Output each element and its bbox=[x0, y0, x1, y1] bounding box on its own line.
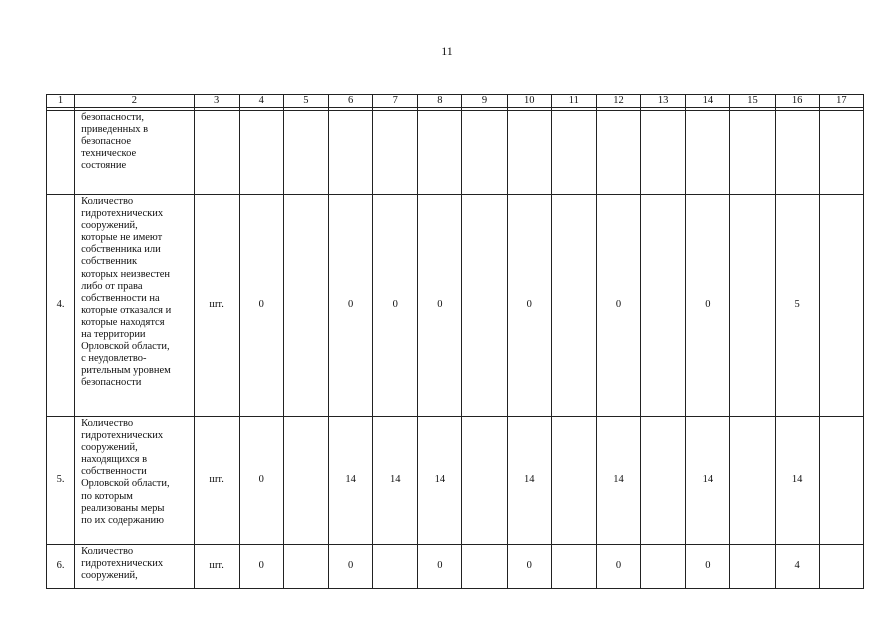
description-line: безопасное bbox=[81, 136, 132, 148]
value-cell: 14 bbox=[373, 417, 418, 545]
value-cell bbox=[373, 111, 418, 195]
description-line: по которым bbox=[81, 490, 133, 502]
value-cell: 0 bbox=[239, 417, 283, 545]
table-body bbox=[47, 111, 864, 589]
description-line: состояние bbox=[81, 160, 127, 172]
description-line: собственности bbox=[81, 466, 147, 478]
value-cell: 0 bbox=[418, 545, 462, 589]
description-line: собственник bbox=[81, 256, 138, 268]
column-number: 9 bbox=[462, 95, 507, 108]
value-cell bbox=[551, 417, 596, 545]
description-line: которые не имеют bbox=[81, 232, 163, 244]
unit-cell: шт. bbox=[194, 195, 239, 417]
description-line: сооружений, bbox=[81, 442, 138, 454]
value-cell bbox=[239, 111, 283, 195]
unit-cell: шт. bbox=[194, 545, 239, 589]
value-cell bbox=[819, 545, 863, 589]
value-cell: 0 bbox=[418, 195, 462, 417]
value-cell bbox=[730, 195, 775, 417]
description-line: безопасности, bbox=[81, 112, 144, 123]
description-line: собственника или bbox=[81, 244, 161, 256]
value-cell bbox=[641, 195, 686, 417]
description-line: сооружений, bbox=[81, 570, 138, 582]
value-cell: 14 bbox=[329, 417, 373, 545]
value-cell: 0 bbox=[239, 195, 283, 417]
description-line: Количество bbox=[81, 196, 134, 207]
value-cell: 0 bbox=[596, 195, 640, 417]
description-line: Орловской области, bbox=[81, 341, 170, 353]
description-line: техническое bbox=[81, 148, 137, 160]
value-cell bbox=[730, 545, 775, 589]
description-line: находящихся в bbox=[81, 454, 148, 466]
value-cell bbox=[730, 417, 775, 545]
value-cell bbox=[462, 545, 507, 589]
column-number: 12 bbox=[596, 95, 640, 108]
value-cell bbox=[283, 111, 328, 195]
value-cell bbox=[819, 111, 863, 195]
value-cell bbox=[551, 545, 596, 589]
value-cell bbox=[462, 111, 507, 195]
value-cell: 14 bbox=[418, 417, 462, 545]
value-cell bbox=[329, 111, 373, 195]
description-line: либо от права bbox=[81, 280, 143, 292]
description-line: гидротехнических bbox=[81, 208, 164, 220]
value-cell: 0 bbox=[507, 195, 551, 417]
row-number bbox=[47, 111, 75, 195]
value-cell bbox=[596, 111, 640, 195]
value-cell bbox=[775, 111, 819, 195]
column-number: 3 bbox=[194, 95, 239, 108]
value-cell bbox=[641, 111, 686, 195]
description-line: которые отказался и bbox=[81, 304, 172, 316]
description-line: безопасности bbox=[81, 377, 142, 389]
column-number: 8 bbox=[418, 95, 462, 108]
table-row bbox=[47, 195, 864, 417]
value-cell: 0 bbox=[686, 545, 730, 589]
value-cell: 0 bbox=[329, 195, 373, 417]
value-cell: 0 bbox=[329, 545, 373, 589]
column-number: 14 bbox=[686, 95, 730, 108]
page-number: 11 bbox=[441, 44, 453, 58]
column-number: 16 bbox=[775, 95, 819, 108]
description-line: гидротехнических bbox=[81, 558, 164, 570]
value-cell: 14 bbox=[596, 417, 640, 545]
column-number: 17 bbox=[819, 95, 863, 108]
indicator-description bbox=[75, 111, 194, 195]
value-cell: 4 bbox=[775, 545, 819, 589]
row-number: 6. bbox=[47, 545, 75, 589]
value-cell bbox=[283, 545, 328, 589]
column-number: 7 bbox=[373, 95, 418, 108]
description-line: которых неизвестен bbox=[81, 268, 171, 280]
value-cell bbox=[641, 417, 686, 545]
value-cell: 14 bbox=[775, 417, 819, 545]
description-line: реализованы меры bbox=[81, 502, 165, 514]
column-number: 6 bbox=[329, 95, 373, 108]
value-cell bbox=[462, 417, 507, 545]
value-cell bbox=[283, 195, 328, 417]
value-cell: 14 bbox=[507, 417, 551, 545]
description-line: которые находятся bbox=[81, 316, 165, 328]
table-row bbox=[47, 111, 864, 195]
value-cell bbox=[819, 195, 863, 417]
column-number: 10 bbox=[507, 95, 551, 108]
value-cell bbox=[462, 195, 507, 417]
indicator-description bbox=[75, 417, 194, 545]
column-number: 2 bbox=[75, 95, 194, 108]
description-line: Количество bbox=[81, 418, 134, 429]
description-line: приведенных в bbox=[81, 124, 149, 136]
column-number: 1 bbox=[47, 95, 75, 108]
indicator-description bbox=[75, 195, 194, 417]
unit-cell bbox=[194, 111, 239, 195]
description-line: Количество bbox=[81, 546, 134, 557]
description-line: рительным уровнем bbox=[81, 365, 171, 377]
value-cell bbox=[418, 111, 462, 195]
description-line: с неудовлетво- bbox=[81, 353, 147, 365]
value-cell bbox=[686, 111, 730, 195]
value-cell bbox=[283, 417, 328, 545]
unit-cell: шт. bbox=[194, 417, 239, 545]
column-number-row bbox=[47, 95, 864, 108]
description-line: Орловской области, bbox=[81, 478, 170, 490]
value-cell: 0 bbox=[686, 195, 730, 417]
indicators-table bbox=[46, 94, 864, 589]
value-cell bbox=[551, 195, 596, 417]
value-cell bbox=[730, 111, 775, 195]
column-number: 5 bbox=[283, 95, 328, 108]
table-row bbox=[47, 545, 864, 589]
value-cell bbox=[507, 111, 551, 195]
table-row bbox=[47, 417, 864, 545]
value-cell bbox=[819, 417, 863, 545]
description-line: на территории bbox=[81, 329, 146, 341]
indicator-description bbox=[75, 545, 194, 589]
value-cell bbox=[641, 545, 686, 589]
value-cell: 0 bbox=[239, 545, 283, 589]
description-line: собственности на bbox=[81, 292, 160, 304]
value-cell: 0 bbox=[507, 545, 551, 589]
description-line: гидротехнических bbox=[81, 430, 164, 442]
row-number: 5. bbox=[47, 417, 75, 545]
column-number: 13 bbox=[641, 95, 686, 108]
value-cell: 14 bbox=[686, 417, 730, 545]
value-cell bbox=[551, 111, 596, 195]
column-number: 4 bbox=[239, 95, 283, 108]
value-cell: 0 bbox=[373, 195, 418, 417]
value-cell: 0 bbox=[596, 545, 640, 589]
column-number: 11 bbox=[551, 95, 596, 108]
value-cell bbox=[373, 545, 418, 589]
description-line: по их содержанию bbox=[81, 514, 164, 526]
description-line: сооружений, bbox=[81, 220, 138, 232]
value-cell: 5 bbox=[775, 195, 819, 417]
row-number: 4. bbox=[47, 195, 75, 417]
column-number: 15 bbox=[730, 95, 775, 108]
